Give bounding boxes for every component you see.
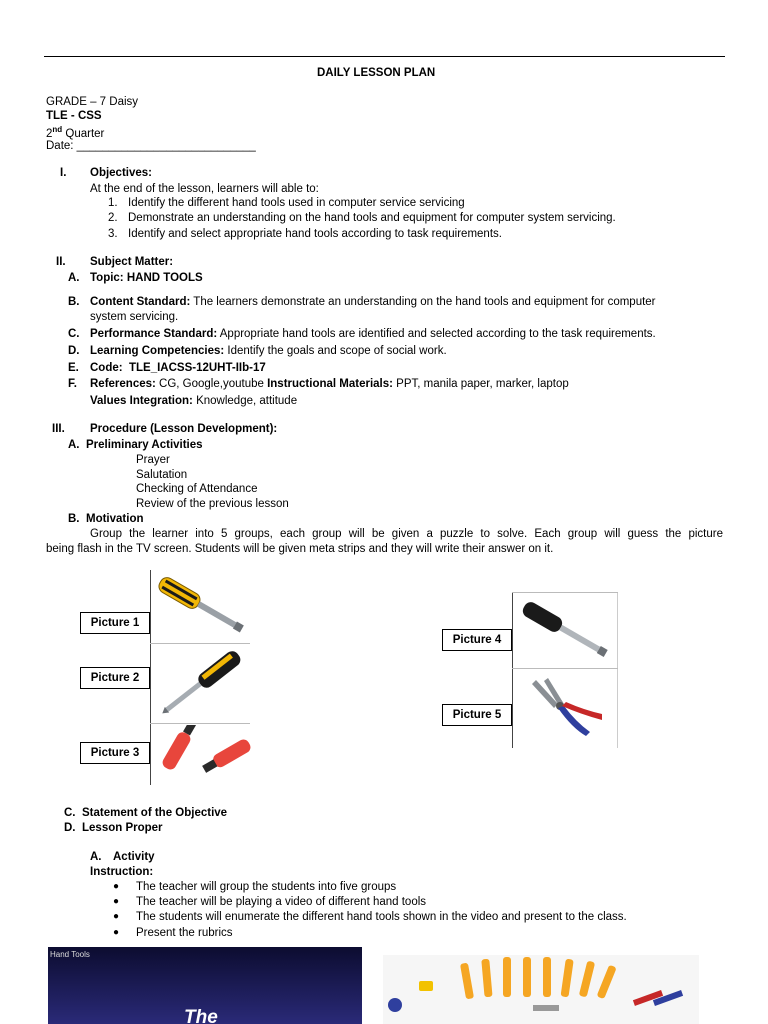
- references-line: [90, 378, 569, 390]
- picture-1-label: Picture 1: [80, 612, 150, 634]
- values-integration: [90, 395, 297, 407]
- hand-tools-collection-drawing: [383, 955, 699, 1024]
- right-picture-border: [617, 592, 618, 748]
- subject-line: TLE - CSS: [46, 110, 102, 122]
- right-picture-separator: [512, 668, 618, 669]
- activity-bullet-2: The teacher will be playing a video of different hand tools: [136, 896, 427, 908]
- performance-standard: [90, 328, 656, 340]
- objective-text-3: Identify and select appropriate hand tools according to task requirements.: [128, 228, 502, 240]
- objectives-intro: At the end of the lesson, learners will able to:: [90, 183, 319, 195]
- objectives-number: I.: [60, 167, 67, 179]
- left-picture-separator-2: [150, 723, 250, 724]
- motivation-paragraph-line-2: being flash in the TV screen. Students will be given meta strips and they will write their answer on it.: [46, 543, 554, 555]
- red-screwdriver-bits-image: [152, 725, 252, 783]
- bullet-icon: ●: [113, 911, 120, 922]
- black-yellow-screwdriver-image: [152, 645, 252, 721]
- picture-4-label: Picture 4: [442, 629, 512, 651]
- competencies-label: Learning Competencies:: [90, 345, 225, 357]
- activity-bullet-3: The students will enumerate the different hand tools shown in the video and present to the class.: [136, 911, 627, 923]
- preliminary-heading: Preliminary Activities: [86, 439, 203, 451]
- references-label: References:: [90, 378, 156, 390]
- subject-matter-number: II.: [56, 256, 66, 268]
- performance-text: Appropriate hand tools are identified and selected according to the task requirements.: [217, 328, 656, 340]
- content-standard-text: The learners demonstrate an understanding on the hand tools and equipment for computer: [190, 296, 656, 308]
- learning-competencies: [90, 345, 447, 357]
- lesson-proper-letter: D.: [64, 822, 76, 834]
- content-letter: B.: [68, 296, 80, 308]
- activity-letter: A.: [90, 851, 102, 863]
- code-line: [90, 362, 266, 374]
- materials-label: Instructional Materials:: [267, 378, 393, 390]
- instruction-label: Instruction:: [90, 866, 154, 878]
- grade-line: GRADE – 7 Daisy: [46, 96, 139, 108]
- picture-2-label: Picture 2: [80, 667, 150, 689]
- bullet-icon: ●: [113, 881, 120, 892]
- quarter-suffix: nd: [52, 125, 63, 134]
- right-picture-top-border: [512, 592, 618, 593]
- hand-tools-video-still: [48, 947, 362, 1024]
- objective-text-2: Demonstrate an understanding on the hand tools and equipment for computer system servicing.: [128, 212, 616, 224]
- subject-matter-heading: Subject Matter:: [90, 256, 174, 268]
- statement-of-objective: Statement of the Objective: [82, 807, 228, 819]
- quarter-line: [46, 125, 104, 140]
- preliminary-item-2: Salutation: [136, 469, 188, 481]
- objective-number-3: 3.: [108, 228, 118, 240]
- preliminary-item-3: Checking of Attendance: [136, 483, 258, 495]
- preliminary-item-1: Prayer: [136, 454, 170, 466]
- date-line: Date: ____________________________: [46, 140, 256, 152]
- values-label: Values Integration:: [90, 395, 193, 407]
- references-text: CG, Google,youtube: [155, 378, 268, 390]
- procedure-heading: Procedure (Lesson Development):: [90, 423, 278, 435]
- left-picture-divider: [150, 570, 151, 785]
- right-picture-divider: [512, 592, 513, 748]
- activity-bullet-4: Present the rubrics: [136, 927, 233, 939]
- procedure-number: III.: [52, 423, 65, 435]
- video-title-text: The: [184, 1007, 218, 1024]
- left-picture-separator-1: [150, 643, 250, 644]
- content-standard: [90, 296, 656, 308]
- video-caption: Hand Tools: [50, 950, 90, 959]
- yellow-screwdriver-image: [152, 570, 252, 642]
- objectives-heading: Objectives:: [90, 167, 152, 179]
- lesson-proper: Lesson Proper: [82, 822, 163, 834]
- bullet-icon: ●: [113, 896, 120, 907]
- preliminary-letter: A.: [68, 439, 80, 451]
- motivation-paragraph-line-1: Group the learner into 5 groups, each group will be given a puzzle to solve. Each group will guess the picture: [90, 528, 723, 540]
- activity-heading: Activity: [113, 851, 155, 863]
- objective-number-1: 1.: [108, 197, 118, 209]
- content-standard-continued: system servicing.: [90, 311, 179, 323]
- competencies-letter: D.: [68, 345, 80, 357]
- values-text: Knowledge, attitude: [192, 395, 298, 407]
- motivation-letter: B.: [68, 513, 80, 525]
- page-title: DAILY LESSON PLAN: [317, 67, 436, 79]
- quarter-word: Quarter: [65, 127, 105, 140]
- quarter-number: 2: [46, 127, 53, 140]
- code-label: Code:: [90, 362, 123, 374]
- bullet-icon: ●: [113, 927, 120, 938]
- hand-tools-collection-image: [383, 955, 699, 1024]
- code-letter: E.: [68, 362, 79, 374]
- topic-text: Topic: HAND TOOLS: [90, 272, 203, 284]
- references-letter: F.: [68, 378, 77, 390]
- pliers-image: [514, 670, 616, 746]
- top-rule: [44, 56, 725, 57]
- picture-5-label: Picture 5: [442, 704, 512, 726]
- activity-bullet-1: The teacher will group the students into five groups: [136, 881, 397, 893]
- picture-3-label: Picture 3: [80, 742, 150, 764]
- topic-letter: A.: [68, 272, 80, 284]
- preliminary-item-4: Review of the previous lesson: [136, 498, 289, 510]
- objective-text-1: Identify the different hand tools used in computer service servicing: [128, 197, 465, 209]
- black-screwdriver-image: [514, 594, 616, 666]
- code-text: TLE_IACSS-12UHT-IIb-17: [122, 362, 266, 374]
- competencies-text: Identify the goals and scope of social work.: [224, 345, 447, 357]
- performance-letter: C.: [68, 328, 80, 340]
- materials-text: PPT, manila paper, marker, laptop: [392, 378, 569, 390]
- content-standard-label: Content Standard:: [90, 296, 191, 308]
- objective-number-2: 2.: [108, 212, 118, 224]
- motivation-heading: Motivation: [86, 513, 144, 525]
- statement-letter: C.: [64, 807, 76, 819]
- performance-label: Performance Standard:: [90, 328, 218, 340]
